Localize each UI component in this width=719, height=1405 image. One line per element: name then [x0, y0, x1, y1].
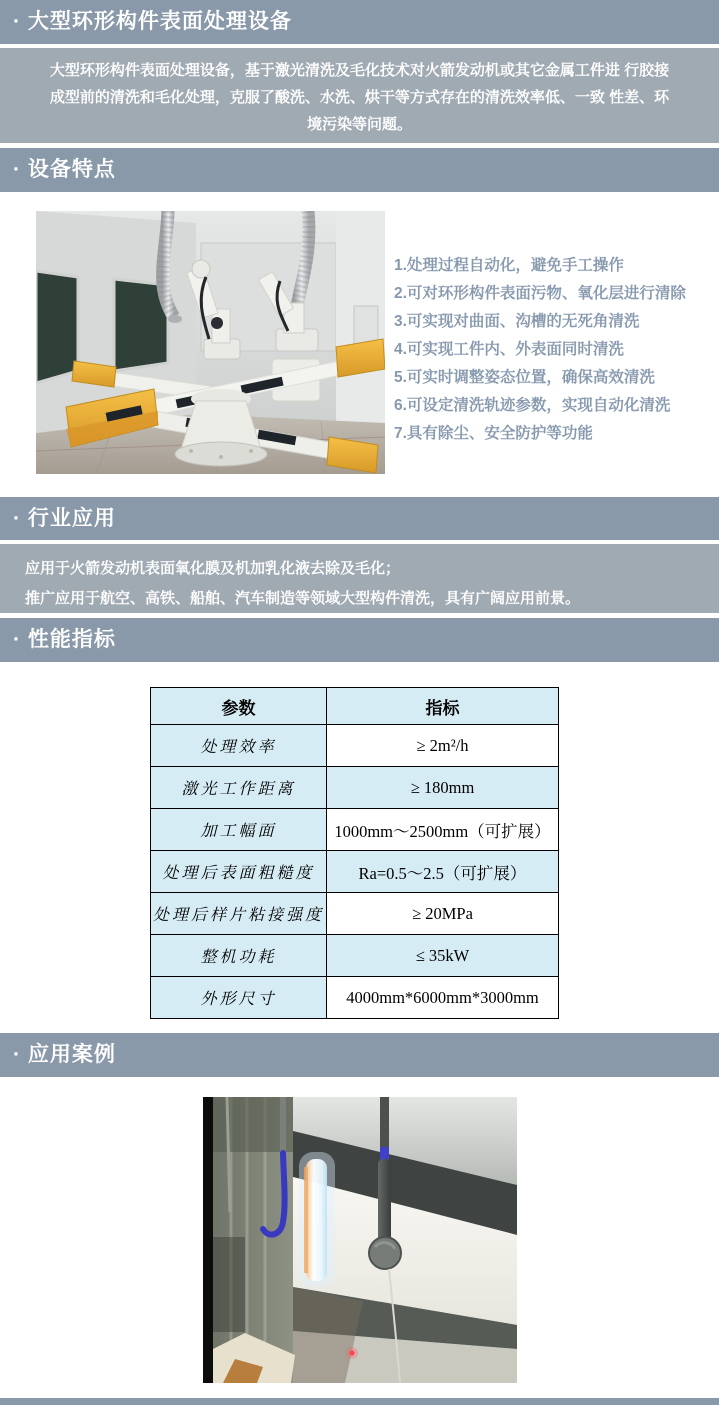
value-cell: Ra=0.5～2.5（可扩展） — [327, 851, 559, 893]
value-cell: ≤ 35kW — [327, 935, 559, 977]
table-row — [151, 935, 559, 977]
col-header-param: 参数 — [151, 688, 327, 725]
table-row — [151, 977, 559, 1019]
section-title: · 行业应用 — [13, 507, 116, 530]
section-title: · 性能指标 — [13, 628, 116, 651]
intro-line: 成型前的清洗和毛化处理，克服了酸洗、水洗、烘干等方式存在的清洗效率低、一致 性差、环 — [49, 89, 670, 106]
section-header-specs — [0, 618, 719, 662]
table-row — [151, 851, 559, 893]
feature-list — [394, 252, 719, 448]
intro-line: 大型环形构件表面处理设备，基于激光清洗及毛化技术对火箭发动机或其它金属工件进 行胶接 — [49, 62, 670, 79]
table-row — [151, 725, 559, 767]
intro-line: 境污染等问题。 — [306, 116, 412, 133]
section-header-applications — [0, 497, 719, 540]
footer-rule — [0, 1398, 719, 1405]
param-cell: 处理后表面粗糙度 — [151, 851, 327, 893]
table-row — [151, 767, 559, 809]
applications-line: 应用于火箭发动机表面氧化膜及机加乳化液去除及毛化； — [25, 560, 401, 577]
param-cell: 整机功耗 — [151, 935, 327, 977]
feature-item: 5.可实时调整姿态位置，确保高效清洗 — [394, 369, 655, 386]
value-cell: 1000mm～2500mm（可扩展） — [327, 809, 559, 851]
param-cell: 处理效率 — [151, 725, 327, 767]
feature-item: 6.可设定清洗轨迹参数，实现自动化清洗 — [394, 397, 671, 414]
value-cell: ≥ 20MPa — [327, 893, 559, 935]
section-title: · 应用案例 — [13, 1043, 116, 1066]
section-header-features — [0, 148, 719, 192]
param-cell: 加工幅面 — [151, 809, 327, 851]
value-cell: 4000mm*6000mm*3000mm — [327, 977, 559, 1019]
feature-item: 2.可对环形构件表面污物、氧化层进行清除 — [394, 285, 686, 302]
col-header-value: 指标 — [327, 688, 559, 725]
feature-item: 7.具有除尘、安全防护等功能 — [394, 425, 593, 442]
section-title: · 设备特点 — [13, 158, 116, 181]
section-header-overview — [0, 0, 719, 44]
param-cell: 处理后样片粘接强度 — [151, 893, 327, 935]
equipment-photo — [36, 211, 385, 474]
table-row — [151, 893, 559, 935]
param-cell: 激光工作距离 — [151, 767, 327, 809]
applications-paragraph — [0, 544, 719, 613]
param-cell: 外形尺寸 — [151, 977, 327, 1019]
spec-table — [150, 687, 559, 1019]
feature-item: 4.可实现工件内、外表面同时清洗 — [394, 341, 624, 358]
table-header-row — [151, 688, 559, 725]
section-title: · 大型环形构件表面处理设备 — [13, 10, 292, 33]
application-case-photo — [203, 1097, 517, 1383]
intro-paragraph — [0, 48, 719, 143]
feature-item: 1.处理过程自动化，避免手工操作 — [394, 257, 624, 274]
value-cell: ≥ 180mm — [327, 767, 559, 809]
value-cell: ≥ 2m²/h — [327, 725, 559, 767]
table-row — [151, 809, 559, 851]
feature-item: 3.可实现对曲面、沟槽的无死角清洗 — [394, 313, 640, 330]
section-header-cases — [0, 1033, 719, 1077]
applications-line: 推广应用于航空、高铁、船舶、汽车制造等领域大型构件清洗，具有广阔应用前景。 — [25, 590, 581, 607]
